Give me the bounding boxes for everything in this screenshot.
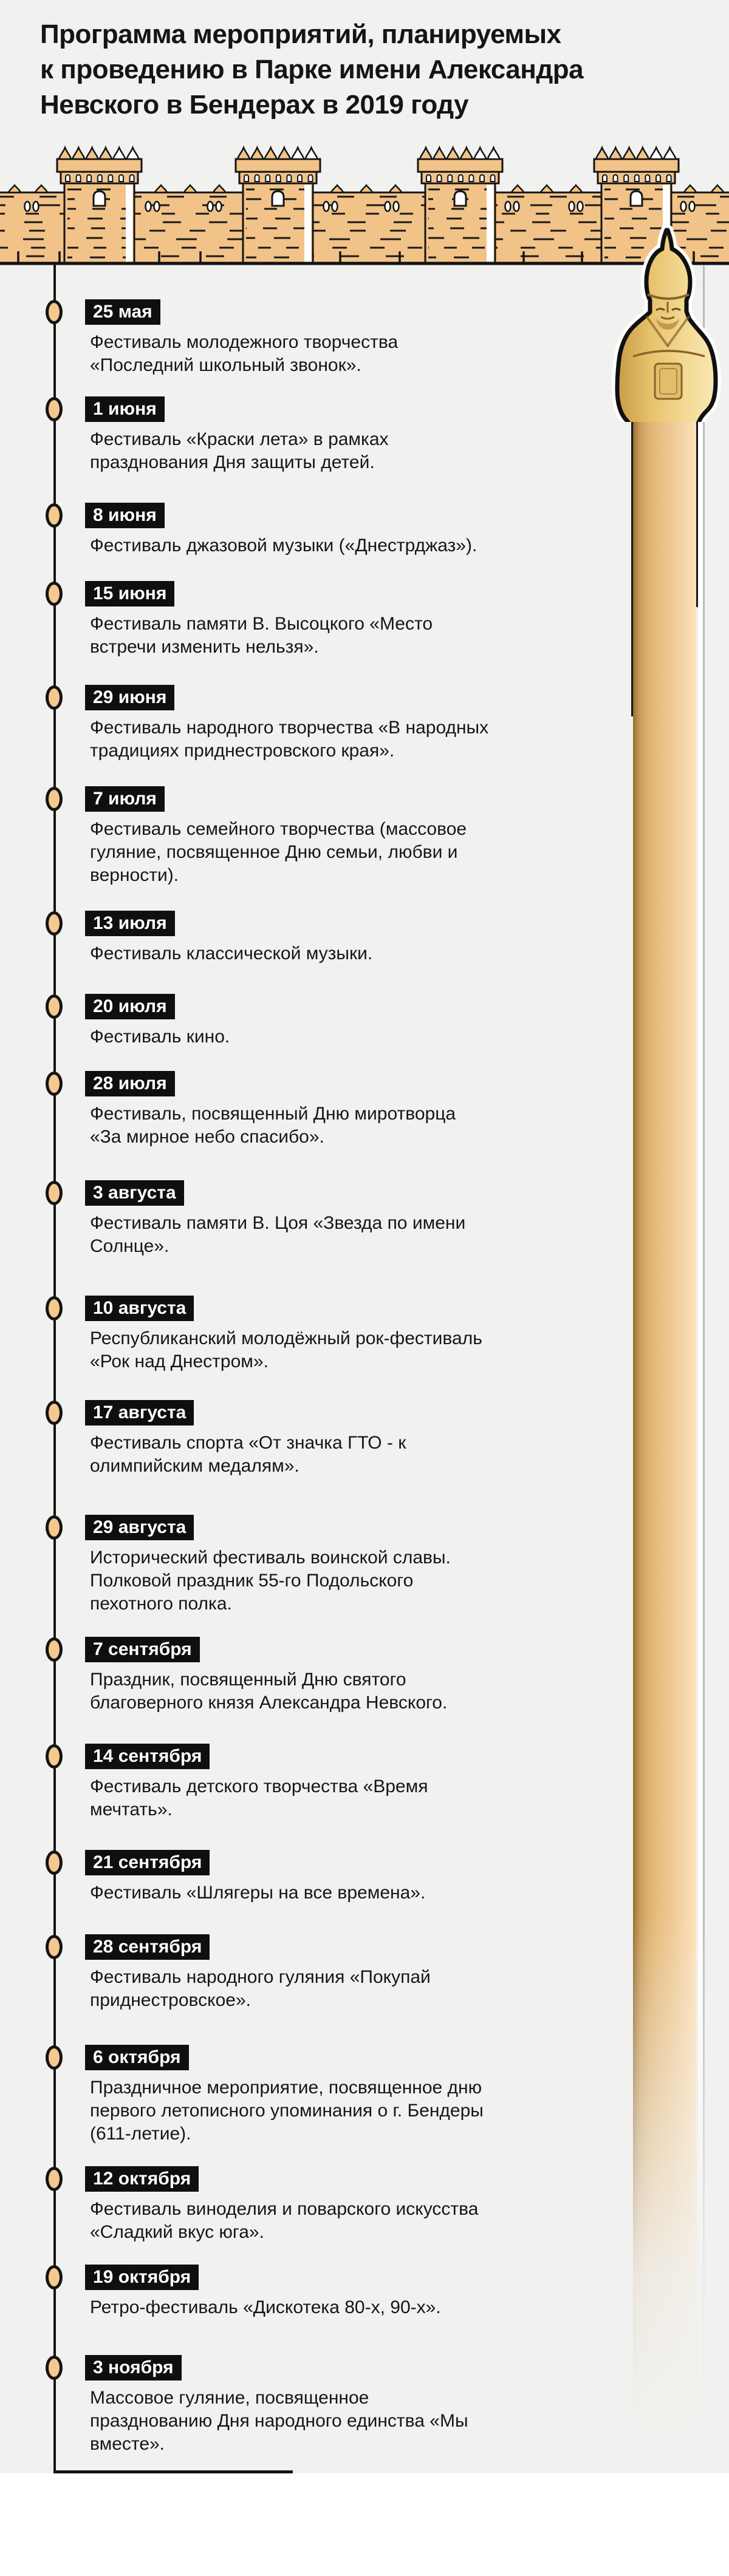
event-description	[90, 1668, 447, 1715]
event-description-line: Фестиваль памяти В. Цоя «Звезда по имени	[90, 1213, 466, 1233]
event-date-badge: 3 августа	[85, 1180, 184, 1206]
event-description-line: Массовое гуляние, посвященное	[90, 2388, 369, 2408]
page-title-line: Программа мероприятий, планируемых	[40, 19, 561, 49]
event-description-line: Фестиваль детского творчества «Время	[90, 1776, 428, 1796]
timeline-node-icon	[46, 685, 63, 710]
timeline-node-icon	[46, 582, 63, 606]
event-description-line: Фестиваль кино.	[90, 1027, 230, 1047]
event-date-badge: 14 сентября	[85, 1744, 210, 1769]
timeline-event	[0, 299, 547, 375]
timeline-node-icon	[46, 2356, 63, 2380]
event-description	[90, 2387, 468, 2456]
timeline-event	[0, 1180, 547, 1256]
event-description	[90, 1212, 465, 1258]
event-description-line: празднования Дня защиты детей.	[90, 452, 375, 472]
page-title	[40, 17, 623, 123]
timeline-node-icon	[46, 1072, 63, 1096]
event-description-line: Фестиваль народного гуляния «Покупай	[90, 1967, 431, 1987]
page-title-line: к проведению в Парке имени Александра	[40, 55, 584, 84]
event-date-badge: 15 июня	[85, 581, 174, 607]
event-description-line: Фестиваль памяти В. Высоцкого «Место	[90, 614, 433, 634]
event-description	[90, 2296, 441, 2319]
event-date-badge: 7 июля	[85, 786, 165, 812]
event-description	[90, 428, 389, 474]
event-description	[90, 1327, 482, 1373]
event-date-badge: 3 ноября	[85, 2355, 182, 2381]
timeline-node-icon	[46, 503, 63, 528]
timeline-event	[0, 1400, 547, 1476]
event-description-line: встречи изменить нельзя».	[90, 637, 319, 657]
event-description-line: Ретро-фестиваль «Дискотека 80-х, 90-х».	[90, 2297, 441, 2317]
timeline-event	[0, 911, 547, 963]
castle-tower	[57, 148, 142, 264]
event-date-badge: 7 сентября	[85, 1637, 200, 1662]
event-description-line: мечтать».	[90, 1799, 173, 1820]
timeline-node-icon	[46, 1744, 63, 1769]
event-description-line: Фестиваль народного творчества «В народных	[90, 718, 489, 738]
event-date-badge: 12 октября	[85, 2166, 199, 2192]
event-description-line: Фестиваль «Шлягеры на все времена».	[90, 1883, 426, 1903]
castle-tower	[418, 148, 502, 264]
statue-illustration	[608, 222, 729, 422]
event-description-line: пехотного полка.	[90, 1594, 232, 1614]
event-description	[90, 2076, 484, 2146]
event-description-line: Фестиваль спорта «От значка ГТО - к	[90, 1433, 406, 1453]
event-description-line: Исторический фестиваль воинской славы.	[90, 1548, 451, 1568]
event-description-line: «За мирное небо спасибо».	[90, 1127, 324, 1147]
timeline-node-icon	[46, 1401, 63, 1425]
event-description-line: «Последний школьный звонок».	[90, 355, 361, 375]
timeline-event	[0, 1934, 547, 2010]
timeline-node-icon	[46, 994, 63, 1019]
event-description-line: Праздник, посвященный Дню святого	[90, 1670, 406, 1690]
timeline-node-icon	[46, 911, 63, 936]
event-description-line: празднованию Дня народного единства «Мы	[90, 2411, 468, 2431]
event-description	[90, 716, 488, 763]
event-description	[90, 534, 477, 557]
event-description-line: приднестровское».	[90, 1990, 252, 2010]
event-description-line: Фестиваль джазовой музыки («Днестрджаз»).	[90, 535, 477, 556]
event-description-line: верности).	[90, 865, 179, 885]
timeline-event	[0, 1637, 547, 1713]
event-description	[90, 1546, 451, 1616]
event-description-line: гуляние, посвященное Дню семьи, любви и	[90, 842, 458, 862]
event-description	[90, 1966, 431, 2012]
event-description-line: вместе».	[90, 2434, 165, 2454]
event-description-line: Республиканский молодёжный рок-фестиваль	[90, 1328, 482, 1348]
timeline-node-icon	[46, 397, 63, 421]
event-date-badge: 8 июня	[85, 503, 165, 528]
timeline-node-icon	[46, 1850, 63, 1875]
event-date-badge: 25 мая	[85, 299, 160, 325]
timeline-node-icon	[46, 1181, 63, 1205]
timeline-event	[0, 503, 547, 556]
event-date-badge: 29 июня	[85, 685, 174, 710]
timeline-event	[0, 994, 547, 1047]
timeline-event	[0, 2166, 547, 2242]
timeline-event	[0, 1744, 547, 1820]
event-description	[90, 1881, 425, 1905]
event-description-line: «Сладкий вкус юга».	[90, 2222, 264, 2242]
event-date-badge: 28 сентября	[85, 1934, 210, 1960]
event-description-line: (611-летие).	[90, 2124, 191, 2144]
event-description	[90, 1103, 456, 1149]
timeline-event	[0, 2045, 547, 2144]
event-description	[90, 613, 433, 659]
event-description-line: Солнце».	[90, 1236, 169, 1256]
event-date-badge: 21 сентября	[85, 1850, 210, 1875]
event-description	[90, 2198, 478, 2244]
timeline-node-icon	[46, 2167, 63, 2191]
event-description	[90, 331, 398, 377]
castle-tower	[236, 148, 320, 264]
event-description	[90, 1432, 406, 1478]
event-date-badge: 13 июля	[85, 911, 175, 936]
event-description-line: Фестиваль, посвященный Дню миротворца	[90, 1104, 456, 1124]
event-date-badge: 29 августа	[85, 1515, 194, 1540]
timeline-node-icon	[46, 1515, 63, 1540]
event-date-badge: 1 июня	[85, 396, 165, 422]
event-description-line: «Рок над Днестром».	[90, 1351, 269, 1371]
event-date-badge: 6 октября	[85, 2045, 189, 2070]
timeline-event	[0, 1296, 547, 1371]
timeline-event	[0, 2265, 547, 2317]
timeline-node-icon	[46, 2045, 63, 2070]
event-description-line: Фестиваль семейного творчества (массовое	[90, 819, 467, 839]
event-description-line: первого летописного упоминания о г. Бендеры	[90, 2101, 484, 2121]
event-date-badge: 17 августа	[85, 1400, 194, 1426]
timeline-event	[0, 1071, 547, 1147]
column-outline-left	[631, 401, 633, 716]
event-description-line: Фестиваль молодежного творчества	[90, 332, 399, 352]
timeline-event	[0, 1850, 547, 1903]
timeline-event	[0, 581, 547, 657]
timeline-node-icon	[46, 300, 63, 324]
event-description-line: Фестиваль классической музыки.	[90, 943, 373, 963]
event-date-badge: 20 июля	[85, 994, 175, 1019]
event-description	[90, 1775, 428, 1821]
column-outline-right	[696, 401, 698, 607]
event-description-line: благоверного князя Александра Невского.	[90, 1693, 448, 1713]
event-date-badge: 10 августа	[85, 1296, 194, 1321]
timeline-event	[0, 396, 547, 472]
event-description-line: Фестиваль «Краски лета» в рамках	[90, 429, 389, 449]
event-description	[90, 942, 372, 965]
timeline-event	[0, 1515, 547, 1614]
timeline-event	[0, 685, 547, 761]
page-title-line: Невского в Бендерах в 2019 году	[40, 90, 469, 120]
timeline-node-icon	[46, 2265, 63, 2289]
timeline-node-icon	[46, 1637, 63, 1662]
timeline-node-icon	[46, 1296, 63, 1320]
event-description	[90, 818, 467, 887]
event-description-line: традициях приднестровского края».	[90, 741, 395, 761]
event-description-line: Праздничное мероприятие, посвященное дню	[90, 2078, 482, 2098]
event-description-line: олимпийским медалям».	[90, 1456, 299, 1476]
timeline-node-icon	[46, 1935, 63, 1959]
footer	[0, 2473, 729, 2576]
event-description-line: Фестиваль виноделия и поварского искусства	[90, 2199, 479, 2219]
event-date-badge: 19 октября	[85, 2265, 199, 2290]
event-description-line: Полковой праздник 55-го Подольского	[90, 1571, 414, 1591]
event-date-badge: 28 июля	[85, 1071, 175, 1096]
timeline-event	[0, 2355, 547, 2454]
timeline-event	[0, 786, 547, 885]
column-fade	[625, 1912, 729, 2474]
timeline-node-icon	[46, 787, 63, 811]
event-description	[90, 1025, 230, 1048]
